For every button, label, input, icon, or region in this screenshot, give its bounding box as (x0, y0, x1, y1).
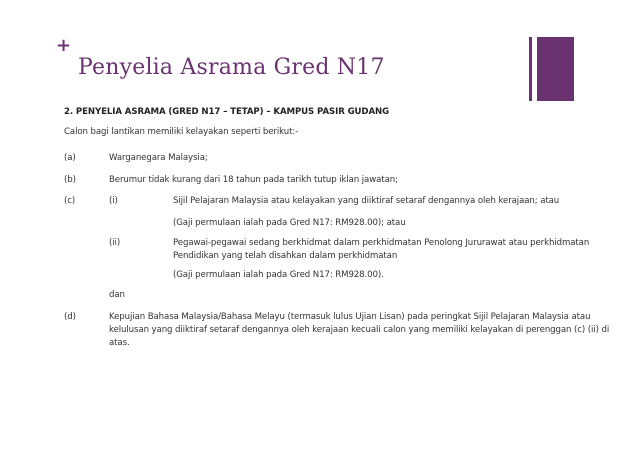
item-c-i-label: (i) (109, 196, 118, 206)
item-d-line3: atas. (109, 338, 130, 348)
item-c-i-salary: (Gaji permulaan ialah pada Gred N17: RM928.00); atau (173, 218, 406, 228)
item-d-line2: kelulusan yang diiktiraf setaraf dengannya oleh kerajaan kecuali calon yang memiliki kelayakan di perenggan (c) (ii) di (109, 325, 610, 335)
item-c-ii-text-line1: Pegawai-pegawai sedang berkhidmat dalam perkhidmatan Penolong Jururawat atau perkhidmatan (173, 238, 590, 248)
item-c-connector: dan (109, 290, 125, 300)
item-b-text: Berumur tidak kurang dari 18 tahun pada tarikh tutup iklan jawatan; (109, 175, 398, 185)
item-c-ii-text-line2: Pendidikan yang telah disahkan dalam perkhidmatan (173, 251, 398, 261)
item-a-label: (a) (64, 153, 76, 163)
plus-icon: + (56, 35, 72, 56)
document-heading: 2. PENYELIA ASRAMA (GRED N17 – TETAP) – KAMPUS PASIR GUDANG (64, 107, 390, 117)
item-a-text: Warganegara Malaysia; (109, 153, 208, 163)
item-c-label: (c) (64, 196, 76, 206)
item-d-label: (d) (64, 312, 76, 322)
item-c-ii-label: (ii) (109, 238, 121, 248)
item-d-line1: Kepujian Bahasa Malaysia/Bahasa Melayu (termasuk lulus Ujian Lisan) pada peringkat Sijil Pelajaran Malaysia atau (109, 312, 591, 322)
slide-title: Penyelia Asrama Gred N17 (78, 55, 385, 80)
item-b-label: (b) (64, 175, 76, 185)
item-c-i-text: Sijil Pelajaran Malaysia atau kelayakan yang diiktiraf setaraf dengannya oleh kerajaan; atau (173, 196, 560, 206)
item-c-ii-salary: (Gaji permulaan ialah pada Gred N17: RM928.00). (173, 270, 384, 280)
intro-text: Calon bagi lantikan memiliki kelayakan seperti berikut:- (64, 127, 299, 137)
